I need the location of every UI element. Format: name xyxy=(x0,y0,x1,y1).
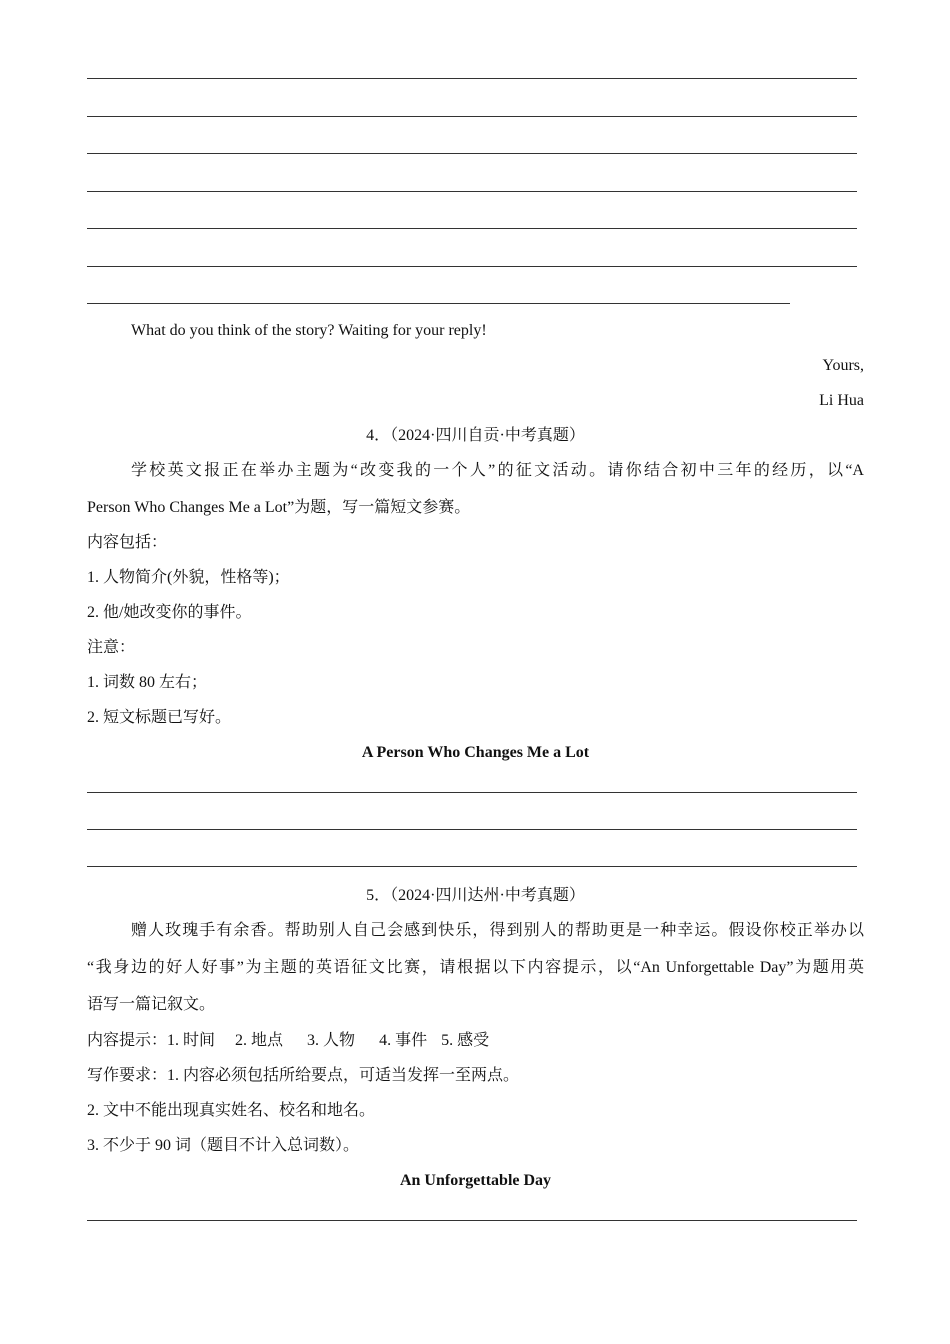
q4-note-item-1: 1. 词数 80 左右； xyxy=(87,674,208,691)
q4-heading: 4．（2024·四川自贡·中考真题） xyxy=(366,427,585,444)
answer-line xyxy=(87,153,857,154)
answer-line xyxy=(87,191,857,192)
q5-req-item-1: 1. 内容必须包括所给要点，可适当发挥一至两点。 xyxy=(167,1067,520,1084)
q4-note-item-2: 2. 短文标题已写好。 xyxy=(87,709,232,726)
answer-line xyxy=(87,792,857,793)
q5-essay-title: An Unforgettable Day xyxy=(399,1172,552,1189)
answer-line xyxy=(87,116,857,117)
answer-line xyxy=(87,829,857,830)
q4-content-item-1: 1. 人物简介(外貌，性格等)； xyxy=(87,569,290,586)
q5-intro-line-2: “我身边的好人好事”为主题的英语征文比赛，请根据以下内容提示，以“An Unforgettable Day”为题用英 xyxy=(87,959,864,976)
answer-line xyxy=(87,303,790,304)
closing-name: Li Hua xyxy=(819,392,864,409)
q4-intro-line-2: Person Who Changes Me a Lot”为题，写一篇短文参赛。 xyxy=(87,499,471,516)
q5-hints-row xyxy=(87,1031,864,1051)
q4-essay-title: A Person Who Changes Me a Lot xyxy=(361,744,590,761)
answer-line xyxy=(87,866,857,867)
answer-line xyxy=(87,266,857,267)
q5-intro-line-3: 语写一篇记叙文。 xyxy=(87,996,216,1013)
q4-content-item-2: 2. 他/她改变你的事件。 xyxy=(87,604,252,621)
q5-intro-line-1: 赠人玫瑰手有余香。帮助别人自己会感到快乐，得到别人的帮助更是一种幸运。假设你校正举办以 xyxy=(131,922,864,939)
q5-hint-5: 5. 感受 xyxy=(441,1032,490,1049)
q4-content-label: 内容包括： xyxy=(87,534,168,551)
q5-hint-1: 1. 时间 xyxy=(167,1032,216,1049)
q5-req-row xyxy=(87,1066,864,1086)
q5-req-label: 写作要求： xyxy=(87,1067,168,1084)
answer-line xyxy=(87,1220,857,1221)
q5-hint-4: 4. 事件 xyxy=(379,1032,428,1049)
q4-intro-line-1: 学校英文报正在举办主题为“改变我的一个人”的征文活动。请你结合初中三年的经历，以“A xyxy=(131,462,864,479)
answer-line xyxy=(87,228,857,229)
answer-line xyxy=(87,78,857,79)
q5-req-item-2: 2. 文中不能出现真实姓名、校名和地名。 xyxy=(87,1102,376,1119)
q5-hint-3: 3. 人物 xyxy=(307,1032,356,1049)
q5-hints-label: 内容提示： xyxy=(87,1032,168,1049)
closing-signoff: Yours, xyxy=(822,357,864,374)
q5-heading: 5．（2024·四川达州·中考真题） xyxy=(366,887,585,904)
closing-paragraph: What do you think of the story? Waiting for your reply! xyxy=(131,322,487,339)
q5-req-item-3: 3. 不少于 90 词（题目不计入总词数）。 xyxy=(87,1137,360,1154)
q4-note-label: 注意： xyxy=(87,639,136,656)
q5-hint-2: 2. 地点 xyxy=(235,1032,284,1049)
